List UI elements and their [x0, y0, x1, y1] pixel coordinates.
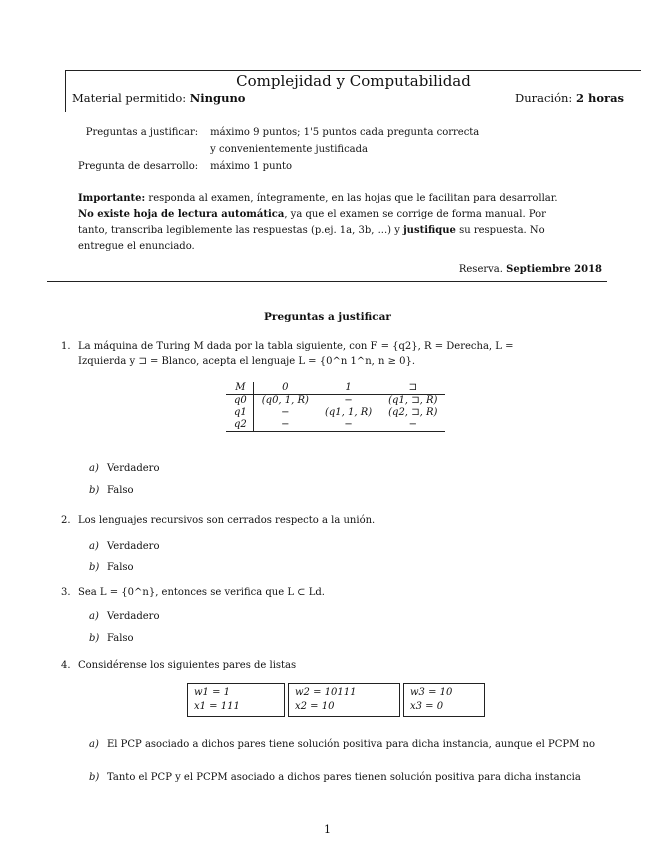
- option-letter: a): [89, 739, 99, 750]
- material-label: Material permitido:: [72, 91, 187, 105]
- duration: [515, 91, 624, 105]
- tm-header-cell: 0: [253, 382, 317, 395]
- option-4b: [89, 770, 599, 785]
- option-3b: [89, 633, 134, 644]
- option-text: Falso: [107, 562, 134, 573]
- list-x: x1 = 111: [194, 701, 240, 712]
- option-letter: a): [89, 463, 99, 474]
- question-number: 1.: [61, 341, 71, 352]
- question-number: 2.: [61, 515, 71, 526]
- list-pair-3: [403, 683, 485, 717]
- question-number: 3.: [61, 587, 71, 598]
- option-1a: [89, 463, 160, 474]
- question-3: [61, 585, 598, 600]
- tm-cell: q1: [226, 407, 253, 419]
- option-2b: [89, 562, 134, 573]
- scoring-table: [76, 123, 487, 176]
- important-bold-3: justifique: [403, 225, 456, 236]
- important-text-2: , ya que el examen se corrige de forma manual. Por tanto, transcriba legiblemente las respuestas (p.ej. 1a, 3b, ...) y: [78, 209, 546, 236]
- tm-cell: (q1, ⊐, R): [388, 395, 438, 406]
- question-1-line-1: La máquina de Turing M dada por la tabla siguiente, con F = {q2}, R = Derecha, L =: [78, 341, 514, 352]
- just-line1: máximo 9 puntos; 1'5 puntos cada pregunta correcta: [210, 127, 480, 138]
- option-text: Tanto el PCP y el PCPM asociado a dichos pares tienen solución positiva para dicha instancia: [107, 772, 581, 783]
- tm-cell: q0: [226, 395, 253, 408]
- tm-cell: −: [344, 395, 353, 406]
- option-letter: b): [89, 562, 100, 573]
- list-pair-1: [187, 683, 285, 717]
- question-2: [61, 513, 598, 528]
- dev-label: Pregunta de desarrollo:: [78, 161, 199, 172]
- question-number: 4.: [61, 660, 71, 671]
- material-value: Ninguno: [189, 91, 246, 105]
- option-text: Verdadero: [107, 611, 160, 622]
- question-1: [61, 339, 598, 369]
- list-w: w2 = 10111: [295, 687, 357, 698]
- option-text: Falso: [107, 485, 134, 496]
- tm-cell: −: [380, 419, 445, 432]
- just-line2: y convenientemente justificada: [210, 144, 368, 155]
- option-text: El PCP asociado a dichos pares tiene solución positiva para dicha instancia, aunque el PCPM no: [107, 739, 596, 750]
- header-box: [65, 70, 641, 112]
- tm-header-cell: M: [226, 382, 253, 395]
- list-x: x2 = 10: [295, 701, 335, 712]
- option-text: Falso: [107, 633, 134, 644]
- option-text: Verdadero: [107, 463, 160, 474]
- question-4: [61, 658, 598, 673]
- important-note: [78, 191, 570, 255]
- session-value: Septiembre 2018: [506, 264, 602, 275]
- section-title: Preguntas a justificar: [264, 311, 391, 323]
- option-letter: b): [89, 485, 100, 496]
- tm-cell: −: [253, 419, 317, 432]
- just-label: Preguntas a justificar:: [85, 127, 199, 138]
- important-text-3: su respuesta. No entregue el enunciado.: [78, 225, 545, 252]
- list-x: x3 = 0: [410, 701, 444, 712]
- list-w: w3 = 10: [410, 687, 453, 698]
- option-letter: b): [89, 633, 100, 644]
- turing-table: [226, 382, 445, 432]
- option-3a: [89, 611, 160, 622]
- question-2-text: Los lenguajes recursivos son cerrados respecto a la unión.: [78, 515, 376, 526]
- question-3-text: Sea L = {0^n}, entonces se verifica que L ⊂ Ld.: [78, 587, 325, 598]
- dev-value: máximo 1 punto: [210, 161, 292, 172]
- list-w: w1 = 1: [194, 687, 231, 698]
- exam-title: Complejidad y Computabilidad: [236, 72, 471, 90]
- option-letter: a): [89, 611, 99, 622]
- page-number: 1: [324, 823, 331, 836]
- material-allowed: [72, 91, 245, 105]
- question-4-text: Considérense los siguientes pares de listas: [78, 660, 297, 671]
- important-text-1: responda al examen, íntegramente, en las hojas que le facilitan para desarrollar.: [145, 193, 558, 204]
- option-1b: [89, 485, 134, 496]
- option-letter: a): [89, 541, 99, 552]
- tm-cell: (q1, 1, R): [324, 407, 373, 418]
- divider: [47, 281, 607, 282]
- session-label: [459, 264, 602, 275]
- tm-cell: −: [281, 407, 290, 418]
- important-label: Importante:: [78, 193, 146, 204]
- list-pair-2: [288, 683, 400, 717]
- option-letter: b): [89, 772, 100, 783]
- session-prefix: Reserva.: [458, 264, 503, 275]
- tm-cell: −: [317, 419, 380, 432]
- tm-header-cell: 1: [317, 382, 380, 395]
- tm-cell: (q0, 1, R): [261, 395, 309, 406]
- tm-cell: (q2, ⊐, R): [388, 407, 438, 418]
- tm-header-cell: ⊐: [380, 382, 445, 395]
- option-4a: [89, 737, 599, 752]
- tm-cell: q2: [226, 419, 253, 432]
- important-bold-2: No existe hoja de lectura automática: [78, 209, 285, 220]
- option-2a: [89, 541, 160, 552]
- question-1-line-2: Izquierda y ⊐ = Blanco, acepta el lenguaje L = {0^n 1^n, n ≥ 0}.: [78, 356, 416, 367]
- duration-label: Duración:: [515, 91, 573, 105]
- option-text: Verdadero: [107, 541, 160, 552]
- duration-value: 2 horas: [575, 91, 624, 105]
